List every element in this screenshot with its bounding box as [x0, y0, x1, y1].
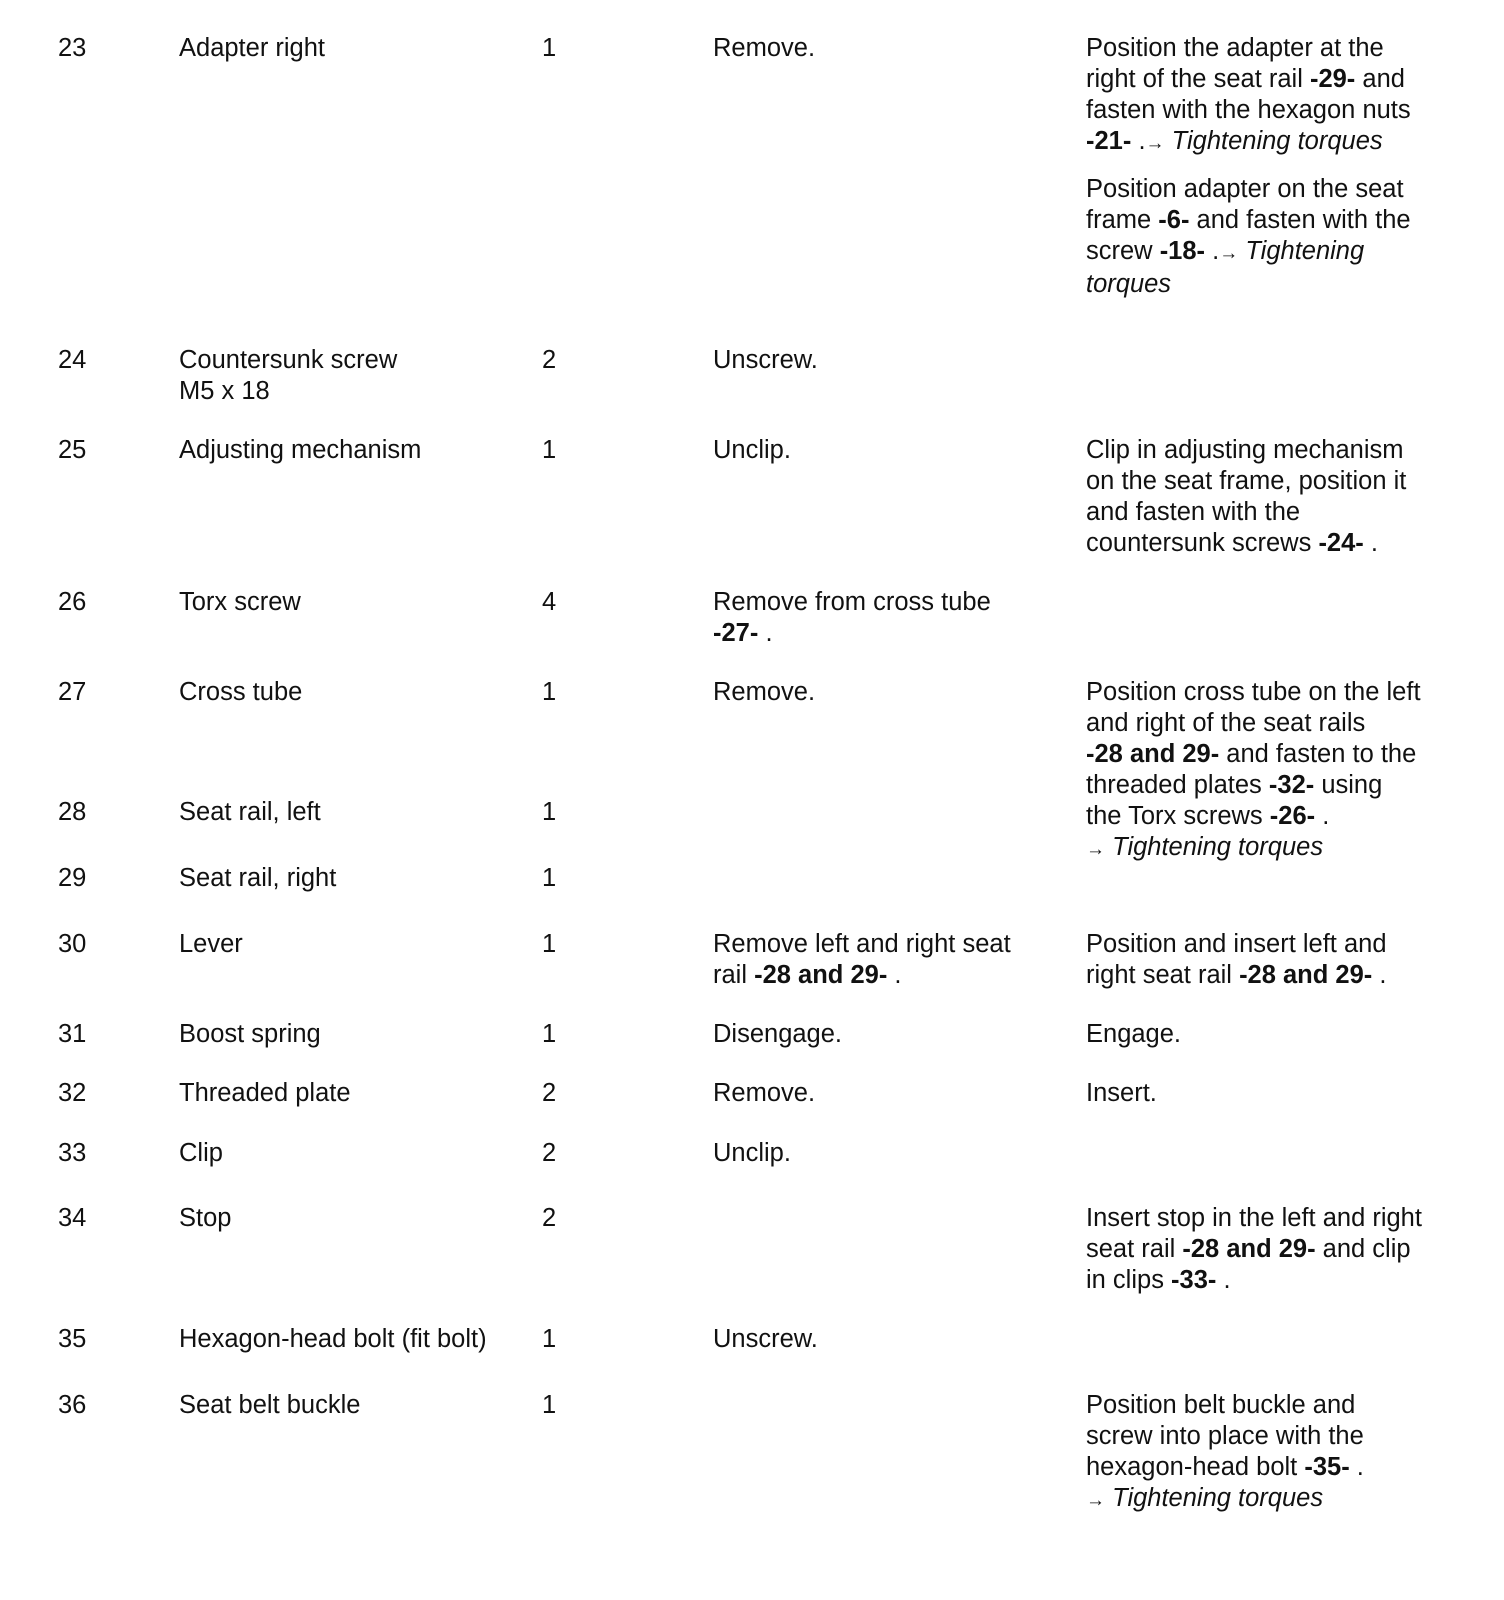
quantity: 2 — [542, 1204, 557, 1232]
installation-paragraph — [1086, 1203, 1486, 1296]
item-number: 36 — [58, 1391, 87, 1419]
installation-instruction — [1086, 33, 1486, 300]
installation-paragraph — [1086, 929, 1486, 991]
installation-paragraph — [1086, 1078, 1486, 1109]
part-name-line: Seat rail, right — [179, 864, 337, 892]
installation-line: countersunk screws -24- . — [1086, 529, 1378, 557]
quantity: 1 — [542, 436, 557, 464]
part-name-line: Hexagon-head bolt (fit bolt) — [179, 1325, 487, 1353]
installation-line: screw -18- .→ Tightening — [1086, 237, 1365, 265]
installation-line: in clips -33- . — [1086, 1266, 1231, 1294]
part-name — [179, 1138, 524, 1169]
installation-line: -21- .→ Tightening torques — [1086, 127, 1383, 155]
removal-instruction: Remove left and right seat rail -28 and 29- . — [713, 930, 1011, 989]
installation-line: screw into place with the — [1086, 1422, 1364, 1450]
item-number: 32 — [58, 1079, 87, 1107]
installation-line: Position cross tube on the left — [1086, 678, 1421, 706]
installation-line: and fasten with the — [1086, 498, 1301, 526]
part-name-line: Seat rail, left — [179, 798, 321, 826]
part-name — [179, 435, 524, 466]
installation-paragraph — [1086, 677, 1486, 865]
installation-instruction — [1086, 435, 1486, 559]
quantity: 1 — [542, 1020, 557, 1048]
removal-instruction: Unclip. — [713, 436, 791, 464]
part-name — [179, 863, 524, 894]
installation-line: fasten with the hexagon nuts — [1086, 96, 1411, 124]
part-name-line: Adapter right — [179, 34, 326, 62]
quantity: 4 — [542, 588, 557, 616]
quantity: 1 — [542, 34, 557, 62]
removal-instruction: Remove. — [713, 1079, 816, 1107]
installation-paragraph — [1086, 33, 1486, 159]
part-name — [179, 1203, 524, 1234]
installation-line: hexagon-head bolt -35- . — [1086, 1453, 1364, 1481]
removal-instruction: Unscrew. — [713, 346, 818, 374]
installation-line: Insert stop in the left and right — [1086, 1204, 1422, 1232]
quantity: 1 — [542, 864, 557, 892]
part-name-line: M5 x 18 — [179, 377, 270, 405]
removal-instruction: Disengage. — [713, 1020, 843, 1048]
installation-paragraph — [1086, 1019, 1486, 1050]
part-name — [179, 1078, 524, 1109]
removal-instruction: Unscrew. — [713, 1325, 818, 1353]
installation-line: on the seat frame, position it — [1086, 467, 1407, 495]
part-name — [179, 677, 524, 708]
installation-line: Engage. — [1086, 1020, 1182, 1048]
installation-line: frame -6- and fasten with the — [1086, 206, 1411, 234]
removal-instruction: Remove. — [713, 34, 816, 62]
quantity: 2 — [542, 1139, 557, 1167]
installation-paragraph — [1086, 174, 1486, 300]
removal-instruction: Remove from cross tube -27- . — [713, 588, 991, 647]
item-number: 33 — [58, 1139, 87, 1167]
quantity: 1 — [542, 1391, 557, 1419]
removal-instruction: Unclip. — [713, 1139, 791, 1167]
part-name — [179, 345, 524, 407]
item-number: 25 — [58, 436, 87, 464]
part-name-line: Stop — [179, 1204, 232, 1232]
item-number: 29 — [58, 864, 87, 892]
installation-line: Insert. — [1086, 1079, 1157, 1107]
part-name-line: Lever — [179, 930, 243, 958]
installation-line: Clip in adjusting mechanism — [1086, 436, 1404, 464]
quantity: 1 — [542, 798, 557, 826]
removal-instruction: Remove. — [713, 678, 816, 706]
installation-instruction — [1086, 1390, 1486, 1516]
installation-paragraph — [1086, 435, 1486, 559]
part-name-line: Adjusting mechanism — [179, 436, 422, 464]
installation-line: right seat rail -28 and 29- . — [1086, 961, 1387, 989]
installation-instruction — [1086, 1019, 1486, 1050]
item-number: 23 — [58, 34, 87, 62]
part-name-line: Seat belt buckle — [179, 1391, 361, 1419]
installation-line: threaded plates -32- using — [1086, 771, 1383, 799]
quantity: 1 — [542, 678, 557, 706]
installation-line: Position the adapter at the — [1086, 34, 1384, 62]
installation-line: and right of the seat rails — [1086, 709, 1366, 737]
part-name — [179, 797, 524, 828]
installation-line: -28 and 29- and fasten to the — [1086, 740, 1417, 768]
part-name — [179, 33, 524, 64]
quantity: 2 — [542, 1079, 557, 1107]
item-number: 34 — [58, 1204, 87, 1232]
item-number: 31 — [58, 1020, 87, 1048]
installation-paragraph — [1086, 1390, 1486, 1516]
item-number: 27 — [58, 678, 87, 706]
part-name-line: Boost spring — [179, 1020, 321, 1048]
part-name-line: Cross tube — [179, 678, 303, 706]
installation-line: Position belt buckle and — [1086, 1391, 1356, 1419]
part-name — [179, 1390, 524, 1421]
installation-instruction — [1086, 677, 1486, 865]
quantity: 1 — [542, 1325, 557, 1353]
item-number: 24 — [58, 346, 87, 374]
part-name-line: Torx screw — [179, 588, 301, 616]
part-name — [179, 1019, 524, 1050]
item-number: 28 — [58, 798, 87, 826]
installation-line: right of the seat rail -29- and — [1086, 65, 1405, 93]
installation-line: → Tightening torques — [1086, 833, 1324, 861]
part-name — [179, 587, 524, 618]
installation-line: seat rail -28 and 29- and clip — [1086, 1235, 1411, 1263]
part-name-line: Threaded plate — [179, 1079, 351, 1107]
item-number: 30 — [58, 930, 87, 958]
installation-line: → Tightening torques — [1086, 1484, 1324, 1512]
installation-instruction — [1086, 1078, 1486, 1109]
item-number: 26 — [58, 588, 87, 616]
installation-line: Position adapter on the seat — [1086, 175, 1404, 203]
part-name-line: Countersunk screw — [179, 346, 398, 374]
part-name — [179, 1324, 524, 1355]
quantity: 2 — [542, 346, 557, 374]
installation-instruction — [1086, 1203, 1486, 1296]
installation-line: the Torx screws -26- . — [1086, 802, 1330, 830]
installation-line: torques — [1086, 270, 1172, 298]
installation-line: Position and insert left and — [1086, 930, 1387, 958]
installation-instruction — [1086, 929, 1486, 991]
item-number: 35 — [58, 1325, 87, 1353]
quantity: 1 — [542, 930, 557, 958]
part-name — [179, 929, 524, 960]
part-name-line: Clip — [179, 1139, 223, 1167]
